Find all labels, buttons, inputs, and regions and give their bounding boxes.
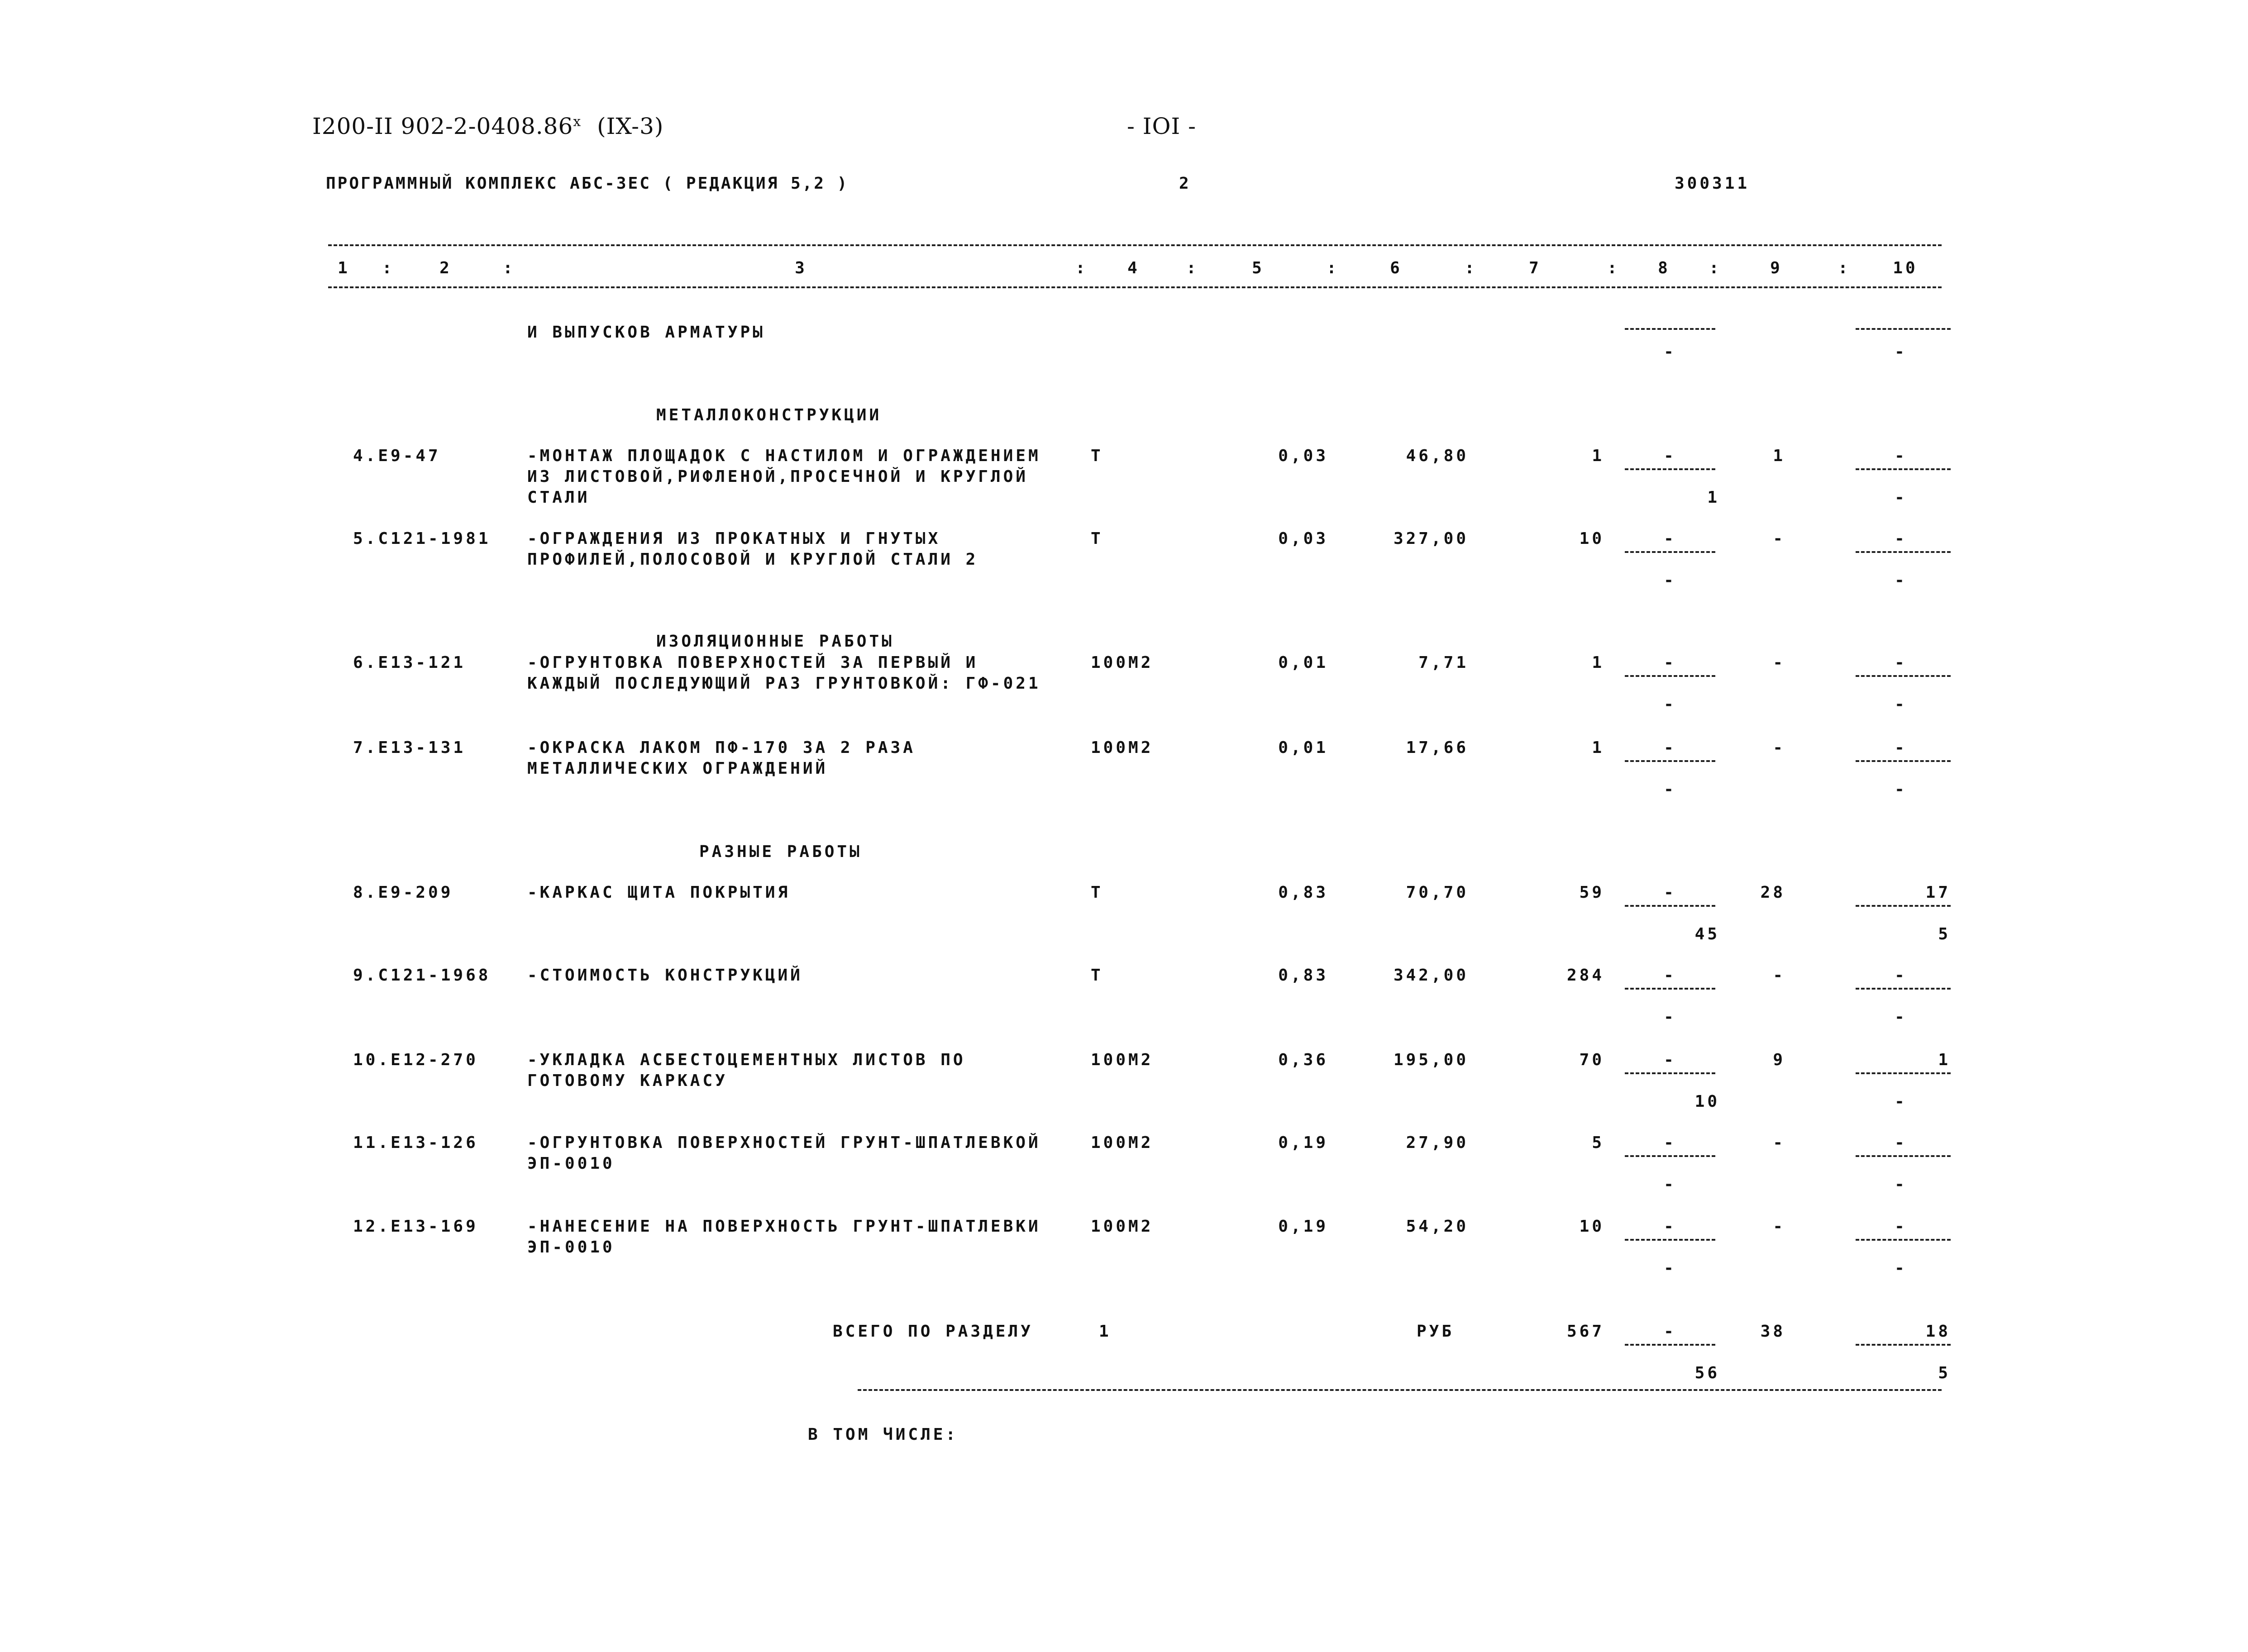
total-label: ВСЕГО ПО РАЗДЕЛУ: [833, 1322, 1033, 1341]
row-col9: -: [1773, 1217, 1785, 1236]
row-quantity: 0,01: [1278, 653, 1328, 672]
column-number-9: 9: [1770, 259, 1783, 277]
row-unit-price: 17,66: [1406, 738, 1469, 757]
row-quantity: 0,03: [1278, 447, 1328, 465]
row-description: -КАРКАС ЩИТА ПОКРЫТИЯ: [527, 883, 791, 902]
row-col10-bottom: 5: [1938, 925, 1951, 943]
row-description: ЭП-0010: [527, 1154, 615, 1173]
row-unit-price: 70,70: [1406, 883, 1469, 902]
row-col10-top: -: [1895, 529, 1907, 548]
col8-rule: [1625, 328, 1715, 330]
row-col10-rule: [1856, 675, 1951, 677]
row-col10-bottom: -: [1895, 1008, 1907, 1026]
row-total-cost: 1: [1592, 447, 1604, 465]
row-col8-bottom: 1: [1707, 488, 1720, 507]
total-col10-top: 18: [1925, 1322, 1951, 1341]
row-unit: 100М2: [1091, 738, 1154, 757]
row-unit-price: 27,90: [1406, 1133, 1469, 1152]
row-total-cost: 1: [1592, 738, 1604, 757]
row-col8-top: -: [1664, 738, 1676, 757]
column-separator: :: [1327, 259, 1339, 277]
column-number-3: 3: [795, 259, 807, 277]
total-col9: 38: [1760, 1322, 1785, 1341]
row-col10-top: -: [1895, 653, 1907, 672]
row-col10-bottom: -: [1895, 780, 1907, 799]
row-code: 12.Е13-169: [353, 1217, 478, 1236]
row-col8-bottom: 10: [1694, 1092, 1720, 1111]
document-code-main: I200-II 902-2-0408.86: [312, 113, 573, 139]
row-description: -ОКРАСКА ЛАКОМ ПФ-170 ЗА 2 РАЗА: [527, 738, 916, 757]
row-description: ИЗ ЛИСТОВОЙ,РИФЛЕНОЙ,ПРОСЕЧНОЙ И КРУГЛОЙ: [527, 467, 1028, 486]
row-col10-top: -: [1895, 738, 1907, 757]
document-code-sup: x: [573, 114, 582, 130]
header-rule-top: [328, 244, 1942, 246]
document-code-tail: (IX-3): [597, 113, 664, 139]
row-col10-bottom: -: [1895, 488, 1907, 507]
row-col10-bottom: -: [1895, 1175, 1907, 1194]
row-description: -НАНЕСЕНИЕ НА ПОВЕРХНОСТЬ ГРУНТ-ШПАТЛЕВКИ: [527, 1217, 1041, 1236]
row-col8-top: -: [1664, 653, 1676, 672]
row-code: 10.Е12-270: [353, 1051, 478, 1069]
row-col8-bottom: -: [1664, 1008, 1676, 1026]
row-col8-bottom: 45: [1694, 925, 1720, 943]
row-unit-price: 46,80: [1406, 447, 1469, 465]
col10-rule: [1856, 328, 1951, 330]
row-col10-top: -: [1895, 1133, 1907, 1152]
column-separator: :: [1465, 259, 1477, 277]
row-quantity: 0,36: [1278, 1051, 1328, 1069]
total-col8-bottom: 56: [1694, 1364, 1720, 1382]
row-col8-top: -: [1664, 883, 1676, 902]
row-unit: 100М2: [1091, 1217, 1154, 1236]
row-unit-price: 54,20: [1406, 1217, 1469, 1236]
document-code: [312, 113, 663, 139]
continuation-text: И ВЫПУСКОВ АРМАТУРЫ: [527, 323, 765, 342]
row-col8-rule: [1625, 760, 1715, 762]
total-currency: РУБ: [1417, 1322, 1455, 1341]
total-col8-top: -: [1664, 1322, 1676, 1341]
column-separator: :: [1607, 259, 1620, 277]
column-number-8: 8: [1658, 259, 1670, 277]
col8-bottom: -: [1664, 343, 1676, 361]
row-col10-rule: [1856, 1072, 1951, 1074]
row-col10-top: -: [1895, 966, 1907, 985]
row-col10-bottom: -: [1895, 695, 1907, 714]
row-col10-top: 1: [1938, 1051, 1951, 1069]
row-description: ЭП-0010: [527, 1238, 615, 1257]
column-number-7: 7: [1529, 259, 1542, 277]
column-separator: :: [503, 259, 515, 277]
row-col8-rule: [1625, 1239, 1715, 1241]
column-number-2: 2: [439, 259, 452, 277]
row-description: -УКЛАДКА АСБЕСТОЦЕМЕНТНЫХ ЛИСТОВ ПО: [527, 1051, 966, 1069]
column-number-10: 10: [1893, 259, 1918, 277]
section-heading: РАЗНЫЕ РАБОТЫ: [699, 843, 862, 861]
row-total-cost: 10: [1579, 529, 1604, 548]
column-separator: :: [1186, 259, 1199, 277]
row-col10-top: 17: [1925, 883, 1951, 902]
row-unit: Т: [1091, 966, 1103, 985]
row-description: -ОГРУНТОВКА ПОВЕРХНОСТЕЙ ГРУНТ-ШПАТЛЕВКОЙ: [527, 1133, 1041, 1152]
row-unit: Т: [1091, 447, 1103, 465]
row-col8-bottom: -: [1664, 1259, 1676, 1277]
column-number-4: 4: [1127, 259, 1140, 277]
section-heading: МЕТАЛЛОКОНСТРУКЦИИ: [656, 406, 882, 424]
row-code: 8.Е9-209: [353, 883, 453, 902]
row-col10-rule: [1856, 468, 1951, 470]
row-col8-rule: [1625, 905, 1715, 907]
total-rule: [858, 1389, 1942, 1391]
total-col10-rule: [1856, 1344, 1951, 1346]
row-description: -ОГРУНТОВКА ПОВЕРХНОСТЕЙ ЗА ПЕРВЫЙ И: [527, 653, 978, 672]
row-total-cost: 1: [1592, 653, 1604, 672]
row-quantity: 0,03: [1278, 529, 1328, 548]
row-description: КАЖДЫЙ ПОСЛЕДУЮЩИЙ РАЗ ГРУНТОВКОЙ: ГФ-021: [527, 674, 1041, 693]
row-code: 4.Е9-47: [353, 447, 441, 465]
row-quantity: 0,83: [1278, 966, 1328, 985]
row-col9: -: [1773, 966, 1785, 985]
row-col10-rule: [1856, 1155, 1951, 1157]
header-rule-bottom: [328, 286, 1942, 288]
row-unit: Т: [1091, 529, 1103, 548]
row-total-cost: 70: [1579, 1051, 1604, 1069]
page-number: - IOI -: [1127, 113, 1197, 139]
row-col8-rule: [1625, 551, 1715, 553]
row-col8-bottom: -: [1664, 695, 1676, 714]
row-col8-rule: [1625, 1155, 1715, 1157]
column-separator: :: [1709, 259, 1722, 277]
row-code: 9.С121-1968: [353, 966, 491, 985]
row-col10-top: -: [1895, 1217, 1907, 1236]
row-description: -СТОИМОСТЬ КОНСТРУКЦИЙ: [527, 966, 803, 985]
program-page: 2: [1179, 174, 1192, 193]
row-col9: -: [1773, 653, 1785, 672]
row-code: 7.Е13-131: [353, 738, 466, 757]
row-col8-rule: [1625, 1072, 1715, 1074]
row-col9: 1: [1773, 447, 1785, 465]
row-unit: Т: [1091, 883, 1103, 902]
row-unit-price: 342,00: [1393, 966, 1469, 985]
total-cost: 567: [1566, 1322, 1604, 1341]
row-col10-rule: [1856, 760, 1951, 762]
total-col10-bottom: 5: [1938, 1364, 1951, 1382]
row-code: 11.Е13-126: [353, 1133, 478, 1152]
row-col8-bottom: -: [1664, 571, 1676, 590]
row-col10-rule: [1856, 905, 1951, 907]
row-col10-bottom: -: [1895, 1259, 1907, 1277]
row-col10-bottom: -: [1895, 571, 1907, 590]
row-col10-rule: [1856, 988, 1951, 990]
column-number-5: 5: [1252, 259, 1265, 277]
row-col8-bottom: -: [1664, 1175, 1676, 1194]
row-col8-rule: [1625, 675, 1715, 677]
row-quantity: 0,01: [1278, 738, 1328, 757]
row-unit-price: 195,00: [1393, 1051, 1469, 1069]
row-col9: 9: [1773, 1051, 1785, 1069]
row-description: СТАЛИ: [527, 488, 590, 507]
row-col8-bottom: -: [1664, 780, 1676, 799]
row-col10-bottom: -: [1895, 1092, 1907, 1111]
row-col10-rule: [1856, 1239, 1951, 1241]
total-col8-rule: [1625, 1344, 1715, 1346]
row-unit: 100М2: [1091, 653, 1154, 672]
row-col8-top: -: [1664, 447, 1676, 465]
row-quantity: 0,19: [1278, 1217, 1328, 1236]
footer-note: В ТОМ ЧИСЛЕ:: [808, 1425, 959, 1444]
row-quantity: 0,19: [1278, 1133, 1328, 1152]
row-col9: -: [1773, 1133, 1785, 1152]
row-unit-price: 7,71: [1418, 653, 1469, 672]
row-description: -ОГРАЖДЕНИЯ ИЗ ПРОКАТНЫХ И ГНУТЫХ: [527, 529, 941, 548]
row-total-cost: 10: [1579, 1217, 1604, 1236]
row-col10-top: -: [1895, 447, 1907, 465]
row-description: -МОНТАЖ ПЛОЩАДОК С НАСТИЛОМ И ОГРАЖДЕНИЕМ: [527, 447, 1041, 465]
row-code: 6.Е13-121: [353, 653, 466, 672]
column-number-6: 6: [1390, 259, 1403, 277]
row-unit: 100М2: [1091, 1133, 1154, 1152]
row-col8-top: -: [1664, 1217, 1676, 1236]
row-unit-price: 327,00: [1393, 529, 1469, 548]
row-col10-rule: [1856, 551, 1951, 553]
column-separator: :: [382, 259, 395, 277]
row-total-cost: 5: [1592, 1133, 1604, 1152]
row-col9: 28: [1760, 883, 1785, 902]
total-section-number: 1: [1099, 1322, 1112, 1341]
column-separator: :: [1838, 259, 1851, 277]
row-code: 5.С121-1981: [353, 529, 491, 548]
row-description: ПРОФИЛЕЙ,ПОЛОСОВОЙ И КРУГЛОЙ СТАЛИ 2: [527, 550, 978, 569]
column-separator: :: [1075, 259, 1088, 277]
row-col8-top: -: [1664, 529, 1676, 548]
row-description: МЕТАЛЛИЧЕСКИХ ОГРАЖДЕНИЙ: [527, 759, 828, 778]
row-col8-top: -: [1664, 1133, 1676, 1152]
row-col9: -: [1773, 529, 1785, 548]
row-col8-top: -: [1664, 1051, 1676, 1069]
row-col8-rule: [1625, 988, 1715, 990]
program-code: 300311: [1675, 174, 1750, 193]
program-title: ПРОГРАММНЫЙ КОМПЛЕКС АБС-3ЕС ( РЕДАКЦИЯ 5,2 ): [326, 174, 849, 193]
row-description: ГОТОВОМУ КАРКАСУ: [527, 1071, 728, 1090]
row-col8-rule: [1625, 468, 1715, 470]
row-unit: 100М2: [1091, 1051, 1154, 1069]
row-col8-top: -: [1664, 966, 1676, 985]
row-quantity: 0,83: [1278, 883, 1328, 902]
section-heading: ИЗОЛЯЦИОННЫЕ РАБОТЫ: [656, 632, 894, 651]
row-total-cost: 59: [1579, 883, 1604, 902]
row-col9: -: [1773, 738, 1785, 757]
column-number-1: 1: [338, 259, 350, 277]
row-total-cost: 284: [1566, 966, 1604, 985]
col10-bottom: -: [1895, 343, 1907, 361]
